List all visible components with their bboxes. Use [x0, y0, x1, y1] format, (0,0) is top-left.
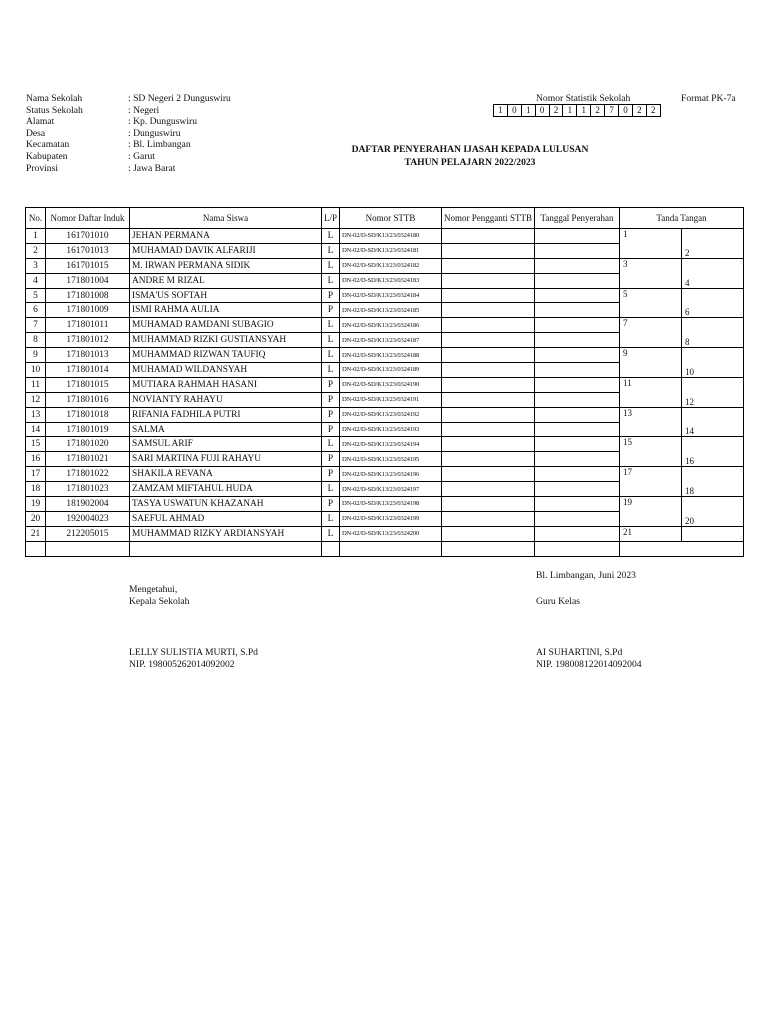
cell-no: 15 — [26, 437, 46, 452]
cell-nomor-sttb: DN-02/D-SD/K13/23/0324192 — [340, 407, 442, 422]
signature-number: 6 — [685, 307, 690, 318]
signature-cell-right — [682, 467, 744, 497]
cell-lp: P — [322, 422, 340, 437]
signature-number: 17 — [623, 467, 632, 478]
cell-no: 9 — [26, 348, 46, 363]
cell-lp: L — [322, 511, 340, 526]
table-row — [26, 318, 744, 333]
signature-number: 14 — [685, 426, 694, 437]
cell-nomor-induk: 171801023 — [46, 482, 130, 497]
cell-no: 20 — [26, 511, 46, 526]
cell-nomor-sttb: DN-02/D-SD/K13/23/0324183 — [340, 273, 442, 288]
cell-nomor-induk: 171801014 — [46, 363, 130, 378]
cell-nomor-pengganti — [442, 377, 535, 392]
cell-lp: P — [322, 303, 340, 318]
cell-nomor-pengganti — [442, 392, 535, 407]
school-info-label: Alamat — [26, 116, 55, 128]
empty-cell — [130, 541, 322, 556]
cell-tanggal — [535, 377, 620, 392]
acknowledged-label: Mengetahui, — [129, 584, 178, 595]
school-info-value: : Bl. Limbangan — [128, 139, 191, 151]
cell-nomor-sttb: DN-02/D-SD/K13/23/0324200 — [340, 526, 442, 541]
header-tanda-tangan: Tanda Tangan — [620, 208, 744, 229]
cell-nomor-pengganti — [442, 243, 535, 258]
teacher-nip: NIP. 198008122014092004 — [536, 659, 642, 670]
signature-cell-right — [682, 348, 744, 378]
table-row — [26, 407, 744, 422]
cell-nama-siswa: SHAKILA REVANA — [130, 467, 322, 482]
cell-nomor-pengganti — [442, 526, 535, 541]
school-info-label: Kabupaten — [26, 150, 68, 162]
school-info-row — [26, 128, 231, 140]
nss-digit: 1 — [563, 105, 577, 116]
signature-number: 2 — [685, 247, 690, 258]
cell-nomor-sttb: DN-02/D-SD/K13/23/0324182 — [340, 258, 442, 273]
table-row — [26, 497, 744, 512]
school-info-value: : Kp. Dunguswiru — [128, 116, 198, 128]
cell-lp: L — [322, 437, 340, 452]
cell-nama-siswa: ANDRE M RIZAL — [130, 273, 322, 288]
signature-number: 10 — [685, 366, 694, 377]
cell-nomor-pengganti — [442, 511, 535, 526]
graduates-table — [25, 207, 744, 557]
table-row — [26, 526, 744, 541]
cell-no: 21 — [26, 526, 46, 541]
cell-nama-siswa: TASYA USWATUN KHAZANAH — [130, 497, 322, 512]
signature-cell-left — [620, 437, 682, 467]
cell-tanggal — [535, 452, 620, 467]
cell-lp: L — [322, 258, 340, 273]
empty-cell — [340, 541, 442, 556]
nss-digit: 0 — [536, 105, 550, 116]
nss-digit: 2 — [550, 105, 564, 116]
school-info-label: Provinsi — [26, 162, 58, 174]
cell-nomor-induk: 171801009 — [46, 303, 130, 318]
cell-lp: L — [322, 363, 340, 378]
cell-nama-siswa: MUHAMMAD RIZWAN TAUFIQ — [130, 348, 322, 363]
cell-lp: L — [322, 229, 340, 244]
cell-nomor-induk: 171801019 — [46, 422, 130, 437]
cell-nomor-induk: 161701013 — [46, 243, 130, 258]
signature-cell-left — [620, 288, 682, 318]
cell-lp: P — [322, 392, 340, 407]
table-row-empty — [26, 541, 744, 556]
cell-nomor-induk: 171801021 — [46, 452, 130, 467]
cell-no: 3 — [26, 258, 46, 273]
cell-lp: P — [322, 467, 340, 482]
empty-cell — [535, 541, 620, 556]
cell-nama-siswa: MUHAMMAD RIZKY ARDIANSYAH — [130, 526, 322, 541]
principal-name: LELLY SULISTIA MURTI, S.Pd — [129, 647, 258, 658]
cell-lp: L — [322, 482, 340, 497]
cell-nama-siswa: MUTIARA RAHMAH HASANI — [130, 377, 322, 392]
cell-nomor-induk: 171801013 — [46, 348, 130, 363]
table-row — [26, 348, 744, 363]
school-info-value: : SD Negeri 2 Dunguswiru — [128, 93, 231, 104]
cell-tanggal — [535, 422, 620, 437]
signature-cell-right — [682, 437, 744, 467]
cell-no: 14 — [26, 422, 46, 437]
cell-no: 5 — [26, 288, 46, 303]
cell-nomor-induk: 171801020 — [46, 437, 130, 452]
cell-nomor-induk: 161701015 — [46, 258, 130, 273]
signature-number: 5 — [623, 288, 628, 299]
header-lp: L/P — [322, 208, 340, 229]
cell-no: 10 — [26, 363, 46, 378]
signature-number: 9 — [623, 348, 628, 359]
header-tanggal: Tanggal Penyerahan — [535, 208, 620, 229]
table-row — [26, 229, 744, 244]
header-no: No. — [26, 208, 46, 229]
signature-number: 21 — [623, 526, 632, 537]
school-info-value: : Dunguswiru — [128, 127, 181, 139]
nss-digit: 7 — [605, 105, 619, 116]
nss-digit: 2 — [591, 105, 605, 116]
empty-cell — [26, 541, 46, 556]
cell-nama-siswa: SAMSUL ARIF — [130, 437, 322, 452]
cell-nomor-sttb: DN-02/D-SD/K13/23/0324191 — [340, 392, 442, 407]
table-row — [26, 437, 744, 452]
signature-number: 12 — [685, 396, 694, 407]
cell-nomor-induk: 171801011 — [46, 318, 130, 333]
cell-nama-siswa: SARI MARTINA FUJI RAHAYU — [130, 452, 322, 467]
signature-cell-left — [620, 318, 682, 348]
principal-nip: NIP. 198005262014092002 — [129, 659, 235, 670]
cell-no: 12 — [26, 392, 46, 407]
cell-nomor-sttb: DN-02/D-SD/K13/23/0324184 — [340, 288, 442, 303]
cell-no: 1 — [26, 229, 46, 244]
cell-tanggal — [535, 467, 620, 482]
cell-nama-siswa: ISMA'US SOFTAH — [130, 288, 322, 303]
cell-no: 8 — [26, 333, 46, 348]
cell-no: 6 — [26, 303, 46, 318]
cell-no: 11 — [26, 377, 46, 392]
cell-nomor-sttb: DN-02/D-SD/K13/23/0324199 — [340, 511, 442, 526]
signature-cell-left — [620, 377, 682, 407]
cell-nama-siswa: ISMI RAHMA AULIA — [130, 303, 322, 318]
cell-nama-siswa: M. IRWAN PERMANA SIDIK — [130, 258, 322, 273]
school-info-value: : Negeri — [128, 104, 160, 116]
school-info-row — [26, 105, 231, 117]
cell-nomor-sttb: DN-02/D-SD/K13/23/0324193 — [340, 422, 442, 437]
cell-tanggal — [535, 526, 620, 541]
cell-nama-siswa: NOVIANTY RAHAYU — [130, 392, 322, 407]
cell-nama-siswa: MUHAMMAD RIZKI GUSTIANSYAH — [130, 333, 322, 348]
format-label: Format PK-7a — [681, 93, 736, 104]
cell-nomor-pengganti — [442, 407, 535, 422]
cell-no: 16 — [26, 452, 46, 467]
school-info-row — [26, 163, 231, 175]
cell-nomor-pengganti — [442, 452, 535, 467]
school-info-row — [26, 93, 231, 105]
signature-cell-left — [620, 497, 682, 527]
cell-nomor-sttb: DN-02/D-SD/K13/23/0324198 — [340, 497, 442, 512]
school-info-row — [26, 151, 231, 163]
school-info-label: Status Sekolah — [26, 104, 83, 116]
nss-digit: 2 — [633, 105, 647, 116]
cell-tanggal — [535, 363, 620, 378]
document-title: DAFTAR PENYERAHAN IJASAH KEPADA LULUSAN — [351, 144, 589, 155]
cell-tanggal — [535, 392, 620, 407]
signature-number: 16 — [685, 456, 694, 467]
cell-lp: P — [322, 288, 340, 303]
signature-cell-right — [682, 318, 744, 348]
cell-nomor-pengganti — [442, 273, 535, 288]
school-info-row — [26, 139, 231, 151]
signature-number: 18 — [685, 486, 694, 497]
cell-tanggal — [535, 258, 620, 273]
teacher-role: Guru Kelas — [536, 596, 580, 607]
cell-nama-siswa: MUHAMAD RAMDANI SUBAGIO — [130, 318, 322, 333]
cell-lp: L — [322, 273, 340, 288]
header-nama-siswa: Nama Siswa — [130, 208, 322, 229]
signature-number: 4 — [685, 277, 690, 288]
table-row — [26, 288, 744, 303]
cell-nomor-pengganti — [442, 258, 535, 273]
teacher-name: AI SUHARTINI, S.Pd — [536, 647, 623, 658]
cell-nomor-sttb: DN-02/D-SD/K13/23/0324195 — [340, 452, 442, 467]
nss-digit: 0 — [508, 105, 522, 116]
signature-cell-right — [682, 377, 744, 407]
cell-nama-siswa: ZAMZAM MIFTAHUL HUDA — [130, 482, 322, 497]
principal-role: Kepala Sekolah — [129, 596, 190, 607]
table-row — [26, 467, 744, 482]
cell-tanggal — [535, 273, 620, 288]
cell-tanggal — [535, 229, 620, 244]
signature-number: 3 — [623, 258, 628, 269]
cell-lp: L — [322, 333, 340, 348]
signature-cell-right — [682, 526, 744, 541]
nss-digit: 1 — [577, 105, 591, 116]
nss-digit-boxes — [493, 104, 661, 117]
cell-lp: P — [322, 497, 340, 512]
cell-nomor-pengganti — [442, 288, 535, 303]
signature-cell-left — [620, 407, 682, 437]
empty-cell — [620, 541, 744, 556]
cell-no: 4 — [26, 273, 46, 288]
cell-nomor-pengganti — [442, 482, 535, 497]
cell-tanggal — [535, 288, 620, 303]
cell-nomor-induk: 161701010 — [46, 229, 130, 244]
cell-tanggal — [535, 511, 620, 526]
cell-nomor-pengganti — [442, 437, 535, 452]
cell-nomor-induk: 171801015 — [46, 377, 130, 392]
cell-nama-siswa: JEHAN PERMANA — [130, 229, 322, 244]
cell-nomor-pengganti — [442, 422, 535, 437]
signature-cell-right — [682, 497, 744, 527]
signature-number: 13 — [623, 407, 632, 418]
cell-tanggal — [535, 437, 620, 452]
cell-nomor-sttb: DN-02/D-SD/K13/23/0324190 — [340, 377, 442, 392]
signature-cell-right — [682, 407, 744, 437]
school-info-value: : Garut — [128, 150, 155, 162]
signature-number: 1 — [623, 229, 628, 239]
cell-nomor-sttb: DN-02/D-SD/K13/23/0324185 — [340, 303, 442, 318]
cell-tanggal — [535, 333, 620, 348]
cell-lp: L — [322, 243, 340, 258]
signature-cell-right — [682, 258, 744, 288]
signature-number: 20 — [685, 515, 694, 526]
cell-tanggal — [535, 243, 620, 258]
cell-nama-siswa: MUHAMAD WILDANSYAH — [130, 363, 322, 378]
cell-no: 18 — [26, 482, 46, 497]
school-info-value: : Jawa Barat — [128, 162, 176, 174]
nss-digit: 1 — [494, 105, 508, 116]
cell-nomor-sttb: DN-02/D-SD/K13/23/0324180 — [340, 229, 442, 244]
header-nomor-pengganti: Nomor Pengganti STTB — [442, 208, 535, 229]
cell-nomor-pengganti — [442, 333, 535, 348]
nss-digit: 0 — [619, 105, 633, 116]
empty-cell — [322, 541, 340, 556]
signature-cell-left — [620, 348, 682, 378]
cell-nomor-sttb: DN-02/D-SD/K13/23/0324187 — [340, 333, 442, 348]
cell-nomor-pengganti — [442, 303, 535, 318]
cell-lp: L — [322, 318, 340, 333]
table-row — [26, 377, 744, 392]
school-info — [26, 93, 231, 174]
signature-number: 19 — [623, 497, 632, 508]
cell-no: 19 — [26, 497, 46, 512]
cell-no: 13 — [26, 407, 46, 422]
cell-nomor-sttb: DN-02/D-SD/K13/23/0324196 — [340, 467, 442, 482]
place-date: Bl. Limbangan, Juni 2023 — [536, 570, 636, 581]
cell-nomor-induk: 171801022 — [46, 467, 130, 482]
cell-nomor-pengganti — [442, 229, 535, 244]
cell-nomor-sttb: DN-02/D-SD/K13/23/0324188 — [340, 348, 442, 363]
nss-label: Nomor Statistik Sekolah — [536, 93, 631, 104]
cell-nomor-induk: 212205015 — [46, 526, 130, 541]
empty-cell — [442, 541, 535, 556]
signature-cell-right — [682, 288, 744, 318]
cell-nomor-induk: 171801016 — [46, 392, 130, 407]
table-header-row — [26, 208, 744, 229]
document-subtitle: TAHUN PELAJARN 2022/2023 — [404, 157, 536, 168]
school-info-label: Nama Sekolah — [26, 93, 83, 104]
school-info-label: Desa — [26, 127, 46, 139]
cell-nomor-sttb: DN-02/D-SD/K13/23/0324197 — [340, 482, 442, 497]
cell-tanggal — [535, 497, 620, 512]
header-nomor-sttb: Nomor STTB — [340, 208, 442, 229]
nss-digit: 1 — [522, 105, 536, 116]
table-row — [26, 258, 744, 273]
signature-number: 7 — [623, 318, 628, 329]
cell-lp: L — [322, 526, 340, 541]
cell-lp: P — [322, 407, 340, 422]
cell-lp: L — [322, 348, 340, 363]
cell-nomor-induk: 171801018 — [46, 407, 130, 422]
school-info-row — [26, 116, 231, 128]
header-nomor-induk: Nomor Daftar Induk — [46, 208, 130, 229]
cell-no: 7 — [26, 318, 46, 333]
cell-nomor-sttb: DN-02/D-SD/K13/23/0324189 — [340, 363, 442, 378]
cell-nomor-pengganti — [442, 318, 535, 333]
cell-nomor-sttb: DN-02/D-SD/K13/23/0324194 — [340, 437, 442, 452]
cell-no: 2 — [26, 243, 46, 258]
cell-nama-siswa: SAEFUL AHMAD — [130, 511, 322, 526]
cell-nomor-pengganti — [442, 497, 535, 512]
empty-cell — [46, 541, 130, 556]
signature-number: 15 — [623, 437, 632, 448]
cell-nama-siswa: RIFANIA FADHILA PUTRI — [130, 407, 322, 422]
cell-nomor-sttb: DN-02/D-SD/K13/23/0324181 — [340, 243, 442, 258]
cell-nomor-induk: 181902004 — [46, 497, 130, 512]
nss-digit: 2 — [650, 105, 656, 115]
signature-number: 11 — [623, 377, 632, 388]
cell-nomor-induk: 171801008 — [46, 288, 130, 303]
cell-nomor-sttb: DN-02/D-SD/K13/23/0324186 — [340, 318, 442, 333]
cell-nomor-pengganti — [442, 363, 535, 378]
cell-tanggal — [535, 318, 620, 333]
signature-cell-left — [620, 467, 682, 497]
signature-number: 8 — [685, 337, 690, 348]
cell-nama-siswa: MUHAMAD DAVIK ALFARIJI — [130, 243, 322, 258]
cell-lp: P — [322, 377, 340, 392]
cell-lp: P — [322, 452, 340, 467]
signature-cell-left — [620, 526, 682, 541]
cell-nomor-induk: 171801004 — [46, 273, 130, 288]
cell-tanggal — [535, 348, 620, 363]
signature-cell-left — [620, 229, 682, 259]
cell-tanggal — [535, 303, 620, 318]
signature-cell-left — [620, 258, 682, 288]
cell-tanggal — [535, 482, 620, 497]
cell-nama-siswa: SALMA — [130, 422, 322, 437]
cell-no: 17 — [26, 467, 46, 482]
cell-nomor-induk: 192004023 — [46, 511, 130, 526]
cell-nomor-induk: 171801012 — [46, 333, 130, 348]
cell-tanggal — [535, 407, 620, 422]
cell-nomor-pengganti — [442, 348, 535, 363]
signature-cell-right — [682, 229, 744, 259]
school-info-label: Kecamatan — [26, 139, 70, 151]
cell-nomor-pengganti — [442, 467, 535, 482]
